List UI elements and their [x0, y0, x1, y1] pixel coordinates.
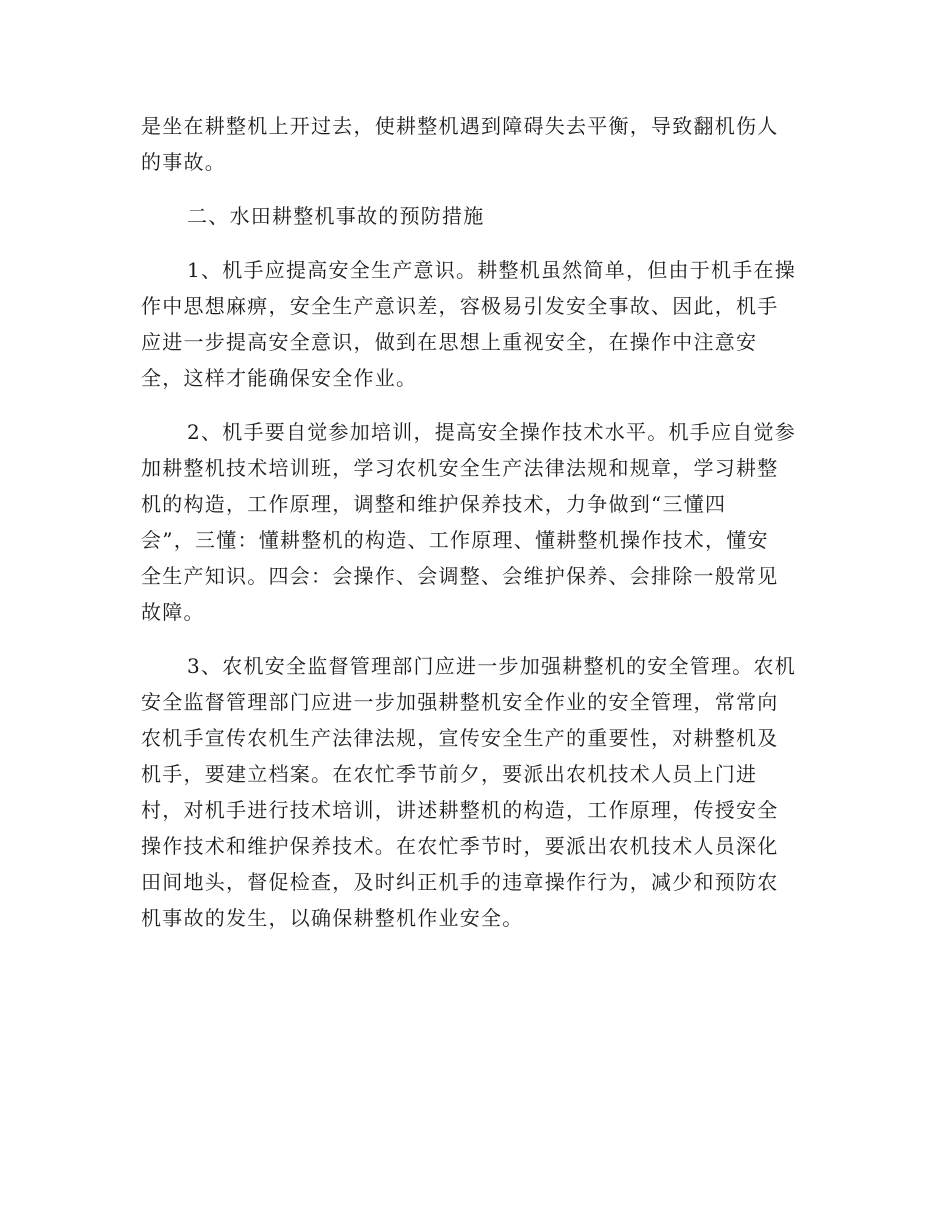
section-heading	[141, 198, 809, 234]
text-line: 全，这样才能确保安全作业。	[141, 366, 418, 390]
paragraph-item-2	[141, 414, 809, 630]
paragraph-continuation	[141, 108, 809, 180]
text-line: 1、机手应提高安全生产意识。耕整机虽然简单，但由于机手在操	[187, 258, 796, 282]
text-line: 机手，要建立档案。在农忙季节前夕，要派出农机技术人员上门进	[141, 762, 758, 786]
text-line: 的事故。	[141, 150, 226, 174]
text-line: 安全监督管理部门应进一步加强耕整机安全作业的安全管理，常常向	[141, 690, 779, 714]
paragraph-item-1	[141, 252, 809, 396]
text-line: 是坐在耕整机上开过去，使耕整机遇到障碍失去平衡，导致翻机伤人	[141, 114, 779, 138]
text-line: 会”，三懂：懂耕整机的构造、工作原理、懂耕整机操作技术，懂安	[141, 528, 769, 552]
paragraph-item-3	[141, 648, 809, 936]
text-line: 作中思想麻痹，安全生产意识差，容极易引发安全事故、因此，机手	[141, 294, 779, 318]
heading-line: 二、水田耕整机事故的预防措施	[187, 204, 485, 228]
text-line: 加耕整机技术培训班，学习农机安全生产法律法规和规章，学习耕整	[141, 456, 779, 480]
text-line: 2、机手要自觉参加培训，提高安全操作技术水平。机手应自觉参	[187, 420, 796, 444]
text-line: 全生产知识。四会：会操作、会调整、会维护保养、会排除一般常见	[141, 564, 779, 588]
text-line: 故障。	[141, 600, 205, 624]
text-line: 机事故的发生，以确保耕整机作业安全。	[141, 906, 524, 930]
text-line: 操作技术和维护保养技术。在农忙季节时，要派出农机技术人员深化	[141, 834, 779, 858]
text-line: 3、农机安全监督管理部门应进一步加强耕整机的安全管理。农机	[187, 654, 796, 678]
text-line: 农机手宣传农机生产法律法规，宣传安全生产的重要性，对耕整机及	[141, 726, 779, 750]
text-line: 村，对机手进行技术培训，讲述耕整机的构造，工作原理，传授安全	[141, 798, 779, 822]
text-line: 田间地头，督促检查，及时纠正机手的违章操作行为，减少和预防农	[141, 870, 779, 894]
text-line: 应进一步提高安全意识，做到在思想上重视安全，在操作中注意安	[141, 330, 758, 354]
document-body	[141, 108, 809, 936]
text-line: 机的构造，工作原理，调整和维护保养技术，力争做到“三懂四	[141, 492, 727, 516]
